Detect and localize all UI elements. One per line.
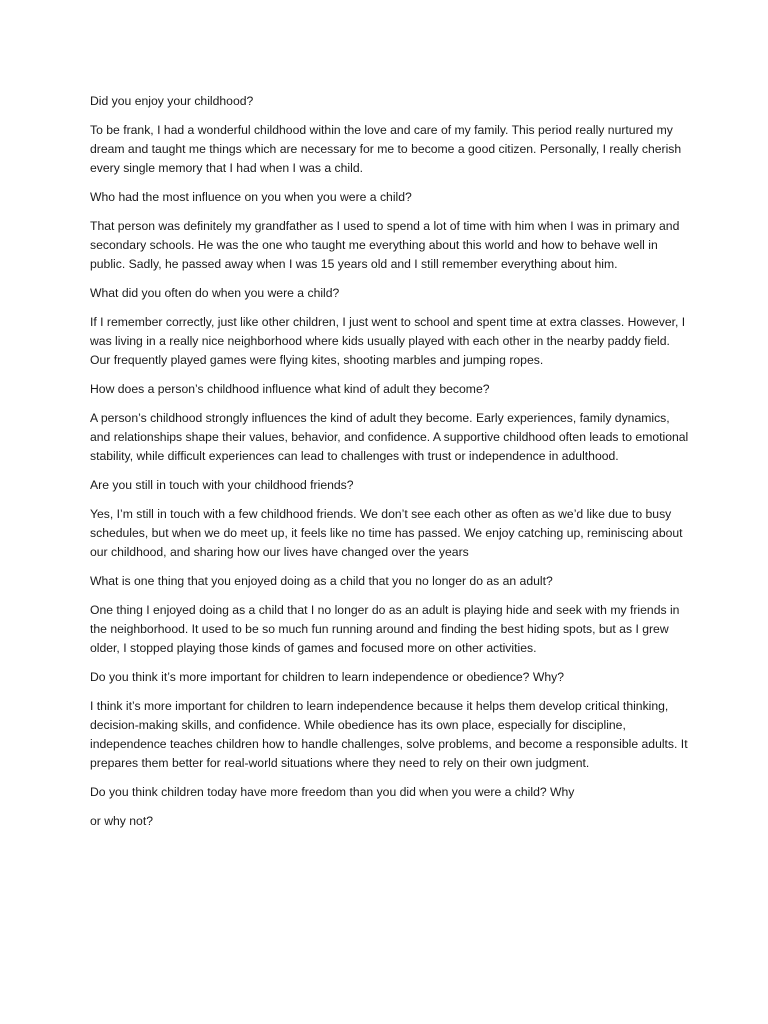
question-2: Who had the most influence on you when you were a child? (90, 190, 412, 204)
question-8-continued: or why not? (90, 814, 154, 828)
question-7: Do you think it’s more important for children to learn independence or obedience? Why? (90, 670, 565, 684)
question-3: What did you often do when you were a child? (90, 286, 340, 300)
answer-4: A person’s childhood strongly influences the kind of adult they become. Early experiences, family dynamics, and relationships shape their values, behavior, and confidence. A supportive childhood often leads to emotional stability, while difficult experiences can lead to challenges with trust or independence in adulthood. (90, 411, 689, 463)
question-8: Do you think children today have more freedom than you did when you were a child? Why (90, 785, 575, 799)
answer-1: To be frank, I had a wonderful childhood within the love and care of my family. This period really nurtured my dream and taught me things which are necessary for me to become a good citizen. Personally, I really cherish every single memory that I had when I was a child. (90, 123, 682, 175)
question-1: Did you enjoy your childhood? (90, 94, 254, 108)
answer-3: If I remember correctly, just like other children, I just went to school and spent time at extra classes. However, I was living in a really nice neighborhood where kids usually played with each other in the nearby paddy field. Our frequently played games were flying kites, shooting marbles and jumping ropes. (90, 315, 686, 367)
question-6: What is one thing that you enjoyed doing as a child that you no longer do as an adult? (90, 574, 553, 588)
answer-5: Yes, I’m still in touch with a few childhood friends. We don’t see each other as often as we’d like due to busy schedules, but when we do meet up, it feels like no time has passed. We enjoy catching up, reminiscing about our childhood, and sharing how our lives have changed over the years (90, 507, 683, 559)
question-5: Are you still in touch with your childhood friends? (90, 478, 354, 492)
answer-2: That person was definitely my grandfather as I used to spend a lot of time with him when I was in primary and secondary schools. He was the one who taught me everything about this world and how to behave well in public. Sadly, he passed away when I was 15 years old and I still remember everything about him. (90, 219, 680, 271)
document-body (90, 92, 690, 841)
answer-6: One thing I enjoyed doing as a child that I no longer do as an adult is playing hide and seek with my friends in the neighborhood. It used to be so much fun running around and finding the best hiding spots, but as I grew older, I stopped playing those kinds of games and focused more on other activities. (90, 603, 680, 655)
question-4: How does a person’s childhood influence what kind of adult they become? (90, 382, 490, 396)
answer-7: I think it’s more important for children to learn independence because it helps them develop critical thinking, decision-making skills, and confidence. While obedience has its own place, especially for discipline, independence teaches children how to handle challenges, solve problems, and become a responsible adults. It prepares them better for real-world situations where they need to rely on their own judgment. (90, 699, 688, 770)
